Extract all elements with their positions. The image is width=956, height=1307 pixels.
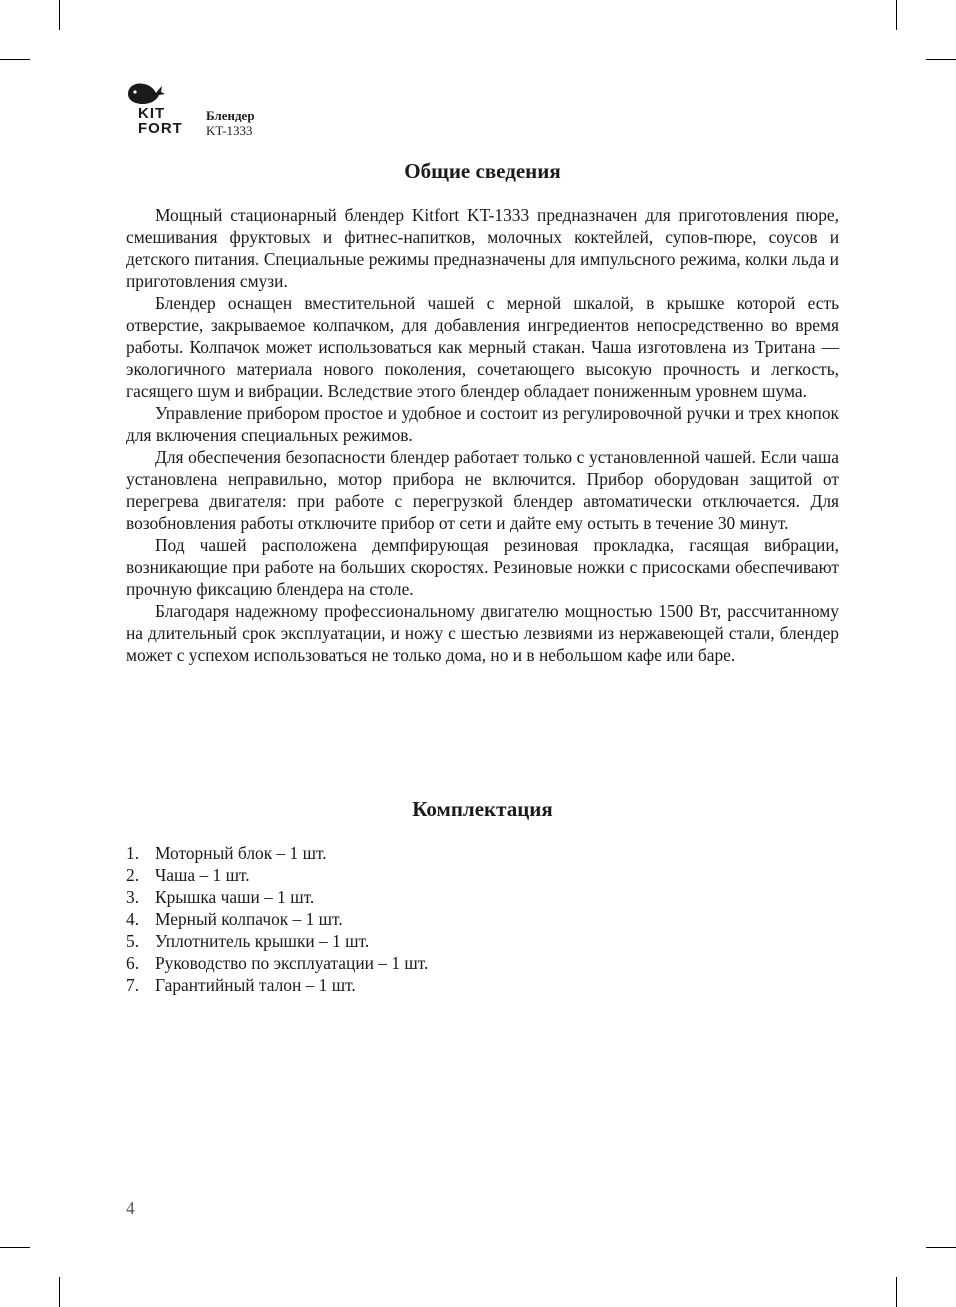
list-item: 1. Моторный блок – 1 шт. — [126, 843, 327, 863]
contents-list — [126, 842, 428, 996]
section-title-contents: Комплектация — [412, 797, 553, 821]
product-name: Блендер — [206, 108, 255, 123]
logo-text-kit: KIT — [138, 105, 166, 122]
paragraph: Под чашей расположена демпфирующая резиновая прокладка, гасящая вибрации, возникающие при работе на больших скоростях. Резиновые ножки с присосками обеспечивают прочную фиксацию блендера на столе. — [126, 535, 839, 599]
paragraph: Для обеспечения безопасности блендер работает только с установленной чашей. Если чаша установлена неправильно, мотор прибора не включится. Прибор оборудован защитой от перегрева двигателя: при работе с перегрузкой блендер автоматически отключается. Для возобновления работы отключите прибор от сети и дайте ему остыть в течение 30 минут. — [126, 447, 839, 533]
list-item: 5. Уплотнитель крышки – 1 шт. — [126, 931, 370, 951]
list-item: 4. Мерный колпачок – 1 шт. — [126, 909, 343, 929]
crop-mark — [0, 1247, 30, 1248]
crop-mark — [0, 59, 30, 60]
section-title-general: Общие сведения — [404, 159, 561, 183]
paragraph: Благодаря надежному профессиональному двигателю мощностью 1500 Вт, рассчитанному на длительный срок эксплуатации, и ножу с шестью лезвиями из нержавеющей стали, блендер может с успехом использоваться не только дома, но и в небольшом кафе или баре. — [126, 601, 839, 665]
crop-mark — [59, 0, 60, 30]
crop-mark — [896, 0, 897, 30]
page-number: 4 — [126, 1198, 135, 1218]
list-item: 7. Гарантийный талон – 1 шт. — [126, 975, 356, 995]
whale-icon — [126, 80, 166, 106]
crop-mark — [926, 1247, 956, 1248]
crop-mark — [59, 1277, 60, 1307]
paragraph: Блендер оснащен вместительной чашей с мерной шкалой, в крышке которой есть отверстие, закрываемое колпачком, для добавления ингредиентов непосредственно во время работы. Колпачок может использоваться как мерный стакан. Чаша изготовлена из Тритана — экологичного материала нового поколения, сочетающего высокую прочность и легкость, гасящего шум и вибрации. Вследствие этого блендер обладает пониженным уровнем шума. — [126, 293, 839, 401]
list-item: 2. Чаша – 1 шт. — [126, 865, 250, 885]
kitfort-logo — [126, 80, 192, 140]
product-model: KT-1333 — [206, 123, 253, 138]
list-item: 3. Крышка чаши – 1 шт. — [126, 887, 315, 907]
crop-mark — [896, 1277, 897, 1307]
paragraph: Мощный стационарный блендер Kitfort KT-1333 предназначен для приготовления пюре, смешивания фруктовых и фитнес-напитков, молочных коктейлей, супов-пюре, соусов и детского питания. Специальные режимы предназначены для импульсного режима, колки льда и приготовления смузи. — [126, 205, 839, 291]
logo-text-fort: FORT — [138, 120, 183, 137]
crop-mark — [926, 59, 956, 60]
general-info-text — [126, 204, 839, 666]
list-item: 6. Руководство по эксплуатации – 1 шт. — [126, 953, 429, 973]
paragraph: Управление прибором простое и удобное и состоит из регулировочной ручки и трех кнопок для включения специальных режимов. — [126, 403, 839, 445]
